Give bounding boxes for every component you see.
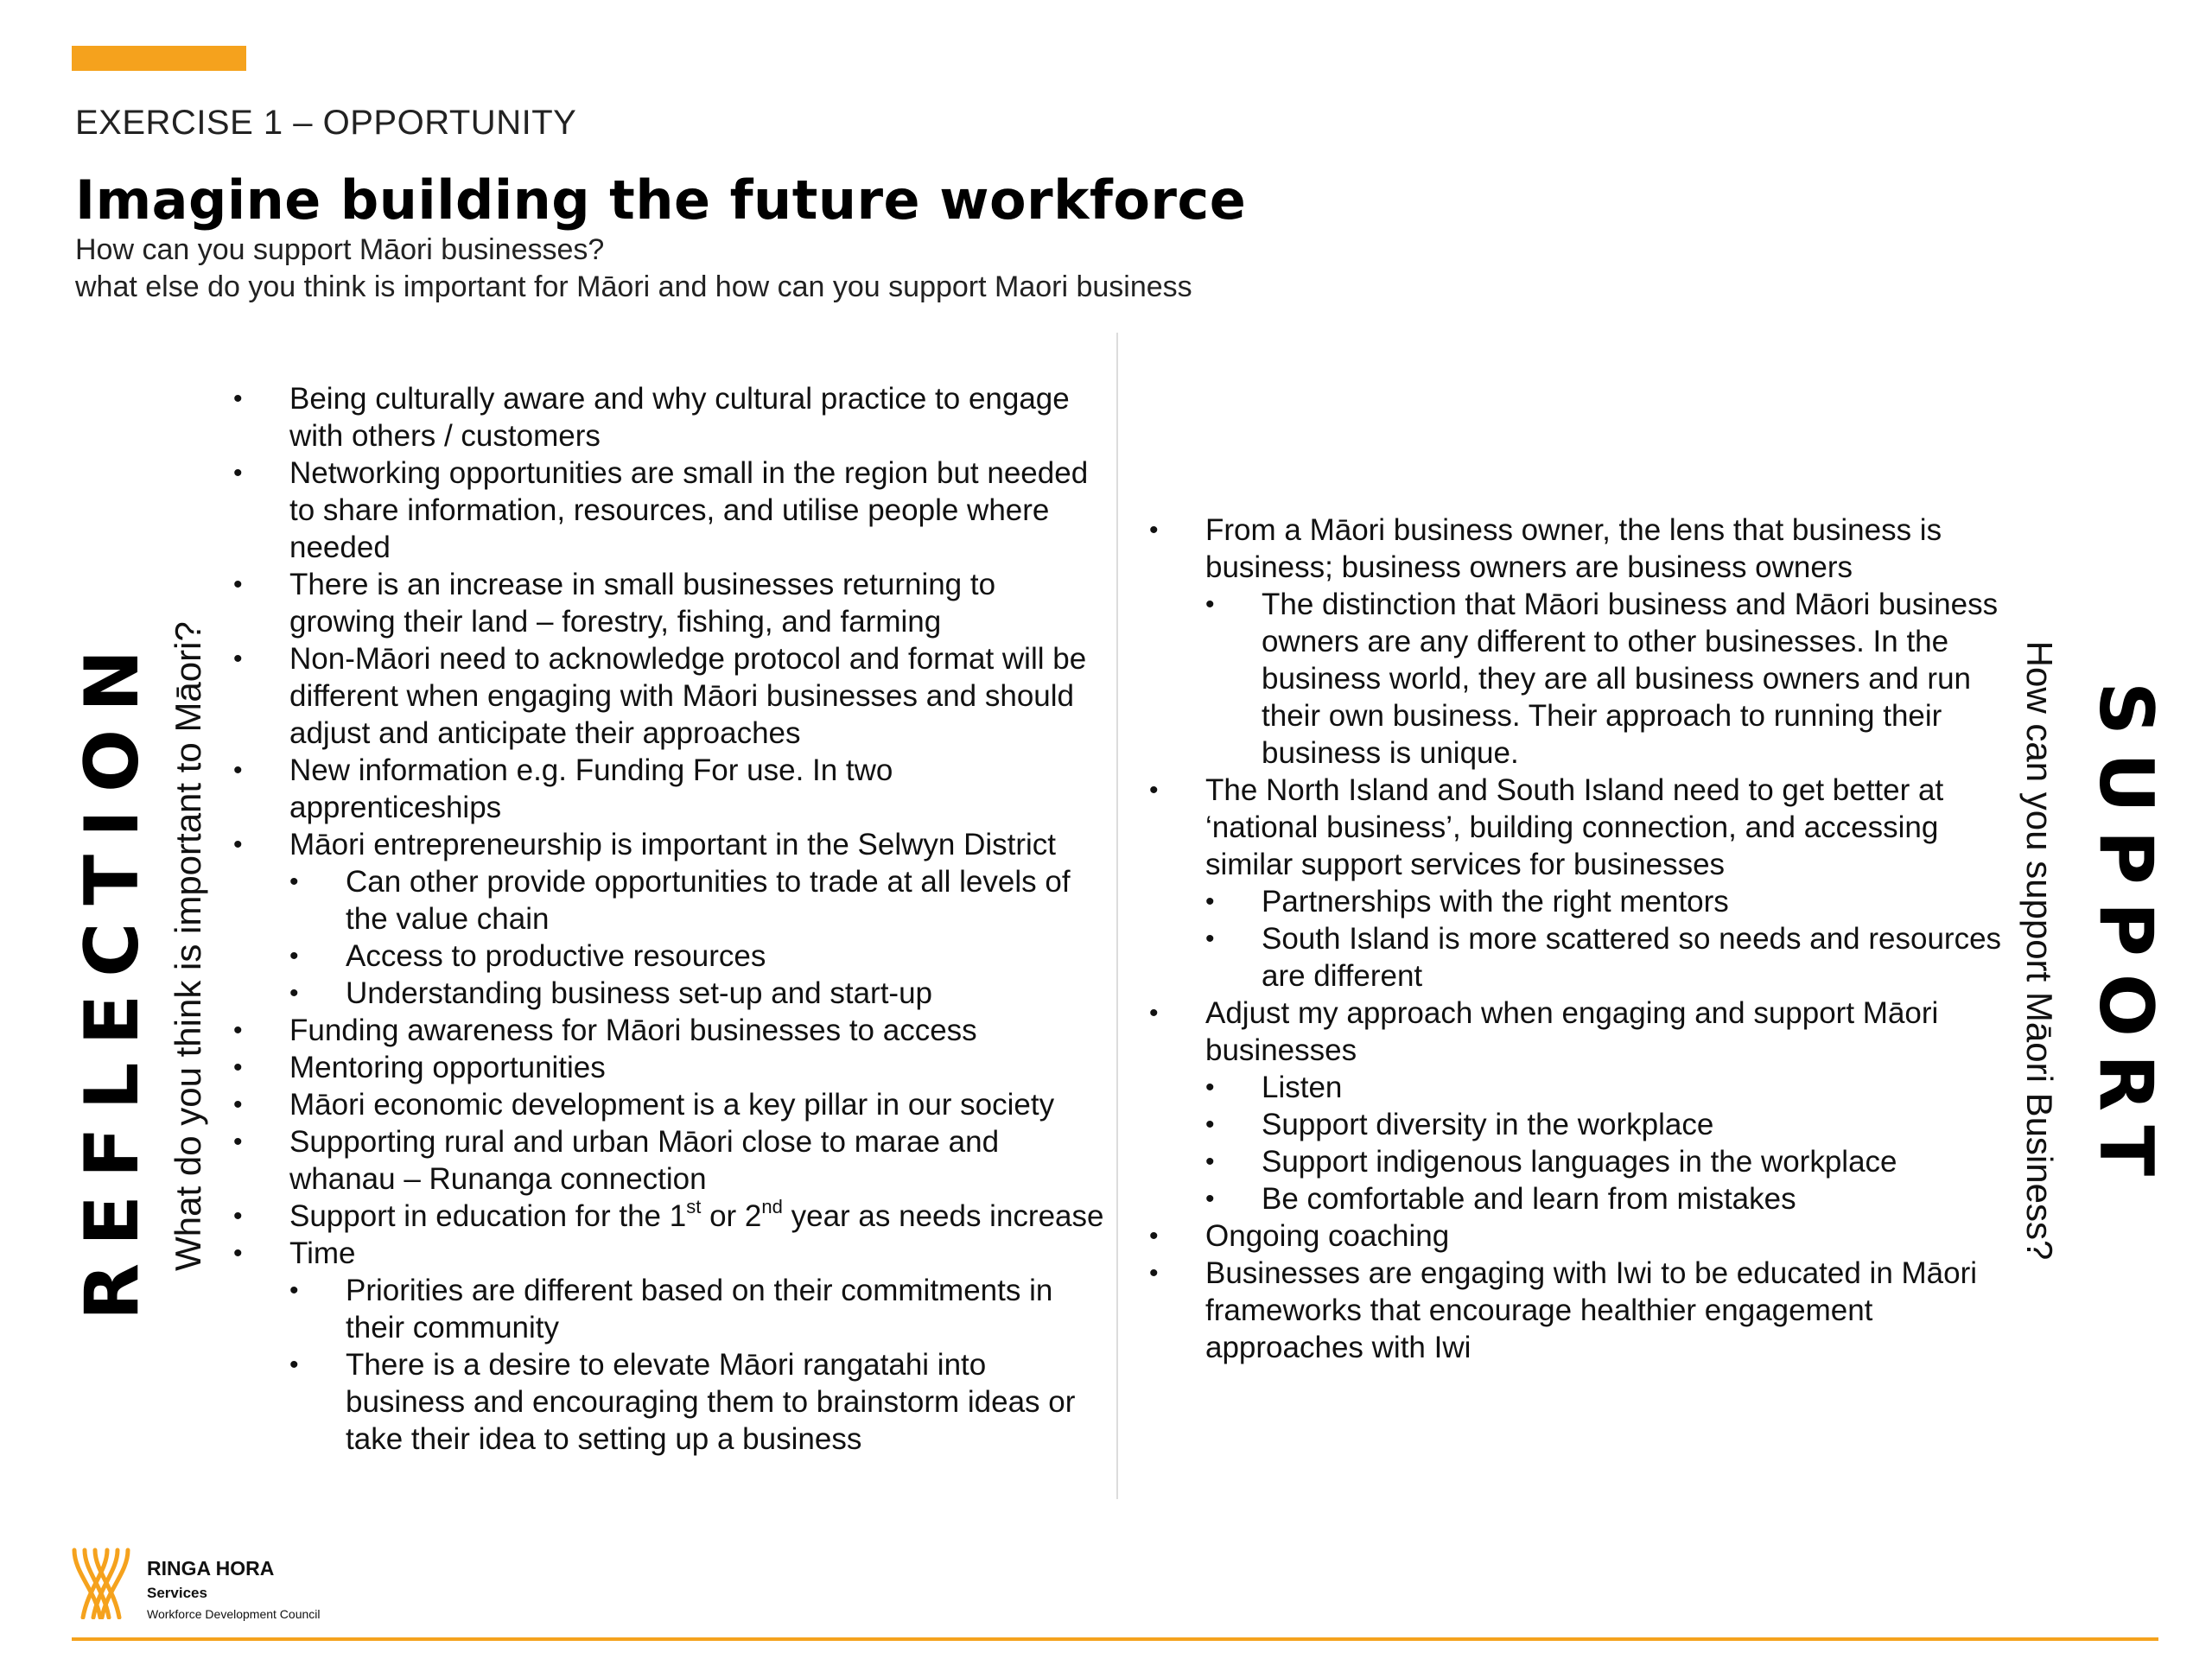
subtitle-line-2: what else do you think is important for Māori and how can you support Maori business (75, 270, 1192, 303)
list-item: • The North Island and South Island need to get better at ‘national business’, building connection, and accessing similar support services for businesses • Partnerships with the right mentors • South Island is more scattered so needs and resources are different (1149, 772, 2013, 995)
list-item: • Time • Priorities are different based on their commitments in their community • There is a desire to elevate Māori rangatahi into business and encouraging them to brainstorm ideas or take their idea to setting up a business (233, 1235, 1106, 1458)
list-item: • Māori economic development is a key pillar in our society (233, 1086, 1106, 1123)
list-item: • Networking opportunities are small in the region but needed to share information, resources, and utilise people where needed (233, 454, 1106, 566)
reflection-heading: REFLECTION (69, 632, 156, 1321)
list-item: • New information e.g. Funding For use. In two apprenticeships (233, 752, 1106, 826)
exercise-label: EXERCISE 1 – OPPORTUNITY (75, 104, 577, 142)
sub-list-item: • Listen (1205, 1069, 2013, 1106)
subtitle-line-1: How can you support Māori businesses? (75, 233, 605, 266)
list-item: • Being culturally aware and why cultural practice to engage with others / customers (233, 380, 1106, 454)
sub-list-item: • Can other provide opportunities to trade at all levels of the value chain (289, 863, 1106, 938)
sub-list-item: • Partnerships with the right mentors (1205, 883, 2013, 920)
list-item: • Ongoing coaching (1149, 1217, 2013, 1255)
sub-list-item: • Support diversity in the workplace (1205, 1106, 2013, 1143)
sub-list-item: • The distinction that Māori business and Māori business owners are any different to other businesses. In the business world, they are all business owners and run their own business. Their approach to running their business is unique. (1205, 586, 2013, 772)
reflection-list (233, 380, 1106, 1458)
sub-list-item: • South Island is more scattered so needs and resources are different (1205, 920, 2013, 995)
list-item: • Funding awareness for Māori businesses to access (233, 1012, 1106, 1049)
reflection-question: What do you think is important to Māori? (168, 621, 208, 1271)
sub-list-item: • Access to productive resources (289, 938, 1106, 975)
support-heading: SUPPORT (2082, 682, 2169, 1193)
ringa-hora-logo-icon (69, 1547, 133, 1619)
logo-services: Services (147, 1585, 207, 1601)
logo-name: RINGA HORA (147, 1557, 275, 1580)
sub-list-item: • Understanding business set-up and start-up (289, 975, 1106, 1012)
bottom-rule (72, 1637, 2158, 1641)
list-item: • Supporting rural and urban Māori close to marae and whanau – Runanga connection (233, 1123, 1106, 1198)
list-item: • Mentoring opportunities (233, 1049, 1106, 1086)
support-question: How can you support Māori Business? (2019, 640, 2060, 1261)
sub-list-item: • Support indigenous languages in the workplace (1205, 1143, 2013, 1180)
accent-bar (72, 46, 246, 71)
support-list (1149, 512, 2013, 1366)
list-item: • There is an increase in small businesses returning to growing their land – forestry, fishing, and farming (233, 566, 1106, 640)
column-divider (1116, 333, 1118, 1499)
logo-council: Workforce Development Council (147, 1607, 321, 1621)
page-title: Imagine building the future workforce (75, 168, 1247, 232)
sub-list-item: • Priorities are different based on their commitments in their community (289, 1272, 1106, 1346)
list-item: • Support in education for the 1st or 2nd year as needs increase (233, 1198, 1106, 1235)
list-item: • Māori entrepreneurship is important in the Selwyn District • Can other provide opportunities to trade at all levels of the value chain • Access to productive resources • Understanding business set-up and start-up (233, 826, 1106, 1012)
sub-list-item: • Be comfortable and learn from mistakes (1205, 1180, 2013, 1217)
list-item: • From a Māori business owner, the lens that business is business; business owners are business owners • The distinction that Māori business and Māori business owners are any different to other businesses. In the business world, they are all business owners and run their own business. Their approach to running their business is unique. (1149, 512, 2013, 772)
sub-list-item: • There is a desire to elevate Māori rangatahi into business and encouraging them to brainstorm ideas or take their idea to setting up a business (289, 1346, 1106, 1458)
list-item: • Businesses are engaging with Iwi to be educated in Māori frameworks that encourage healthier engagement approaches with Iwi (1149, 1255, 2013, 1366)
list-item: • Adjust my approach when engaging and support Māori businesses • Listen • Support diversity in the workplace • Support indigenous languages in the workplace • Be comfortable and learn from mistakes (1149, 995, 2013, 1217)
list-item: • Non-Māori need to acknowledge protocol and format will be different when engaging with Māori businesses and should adjust and anticipate their approaches (233, 640, 1106, 752)
